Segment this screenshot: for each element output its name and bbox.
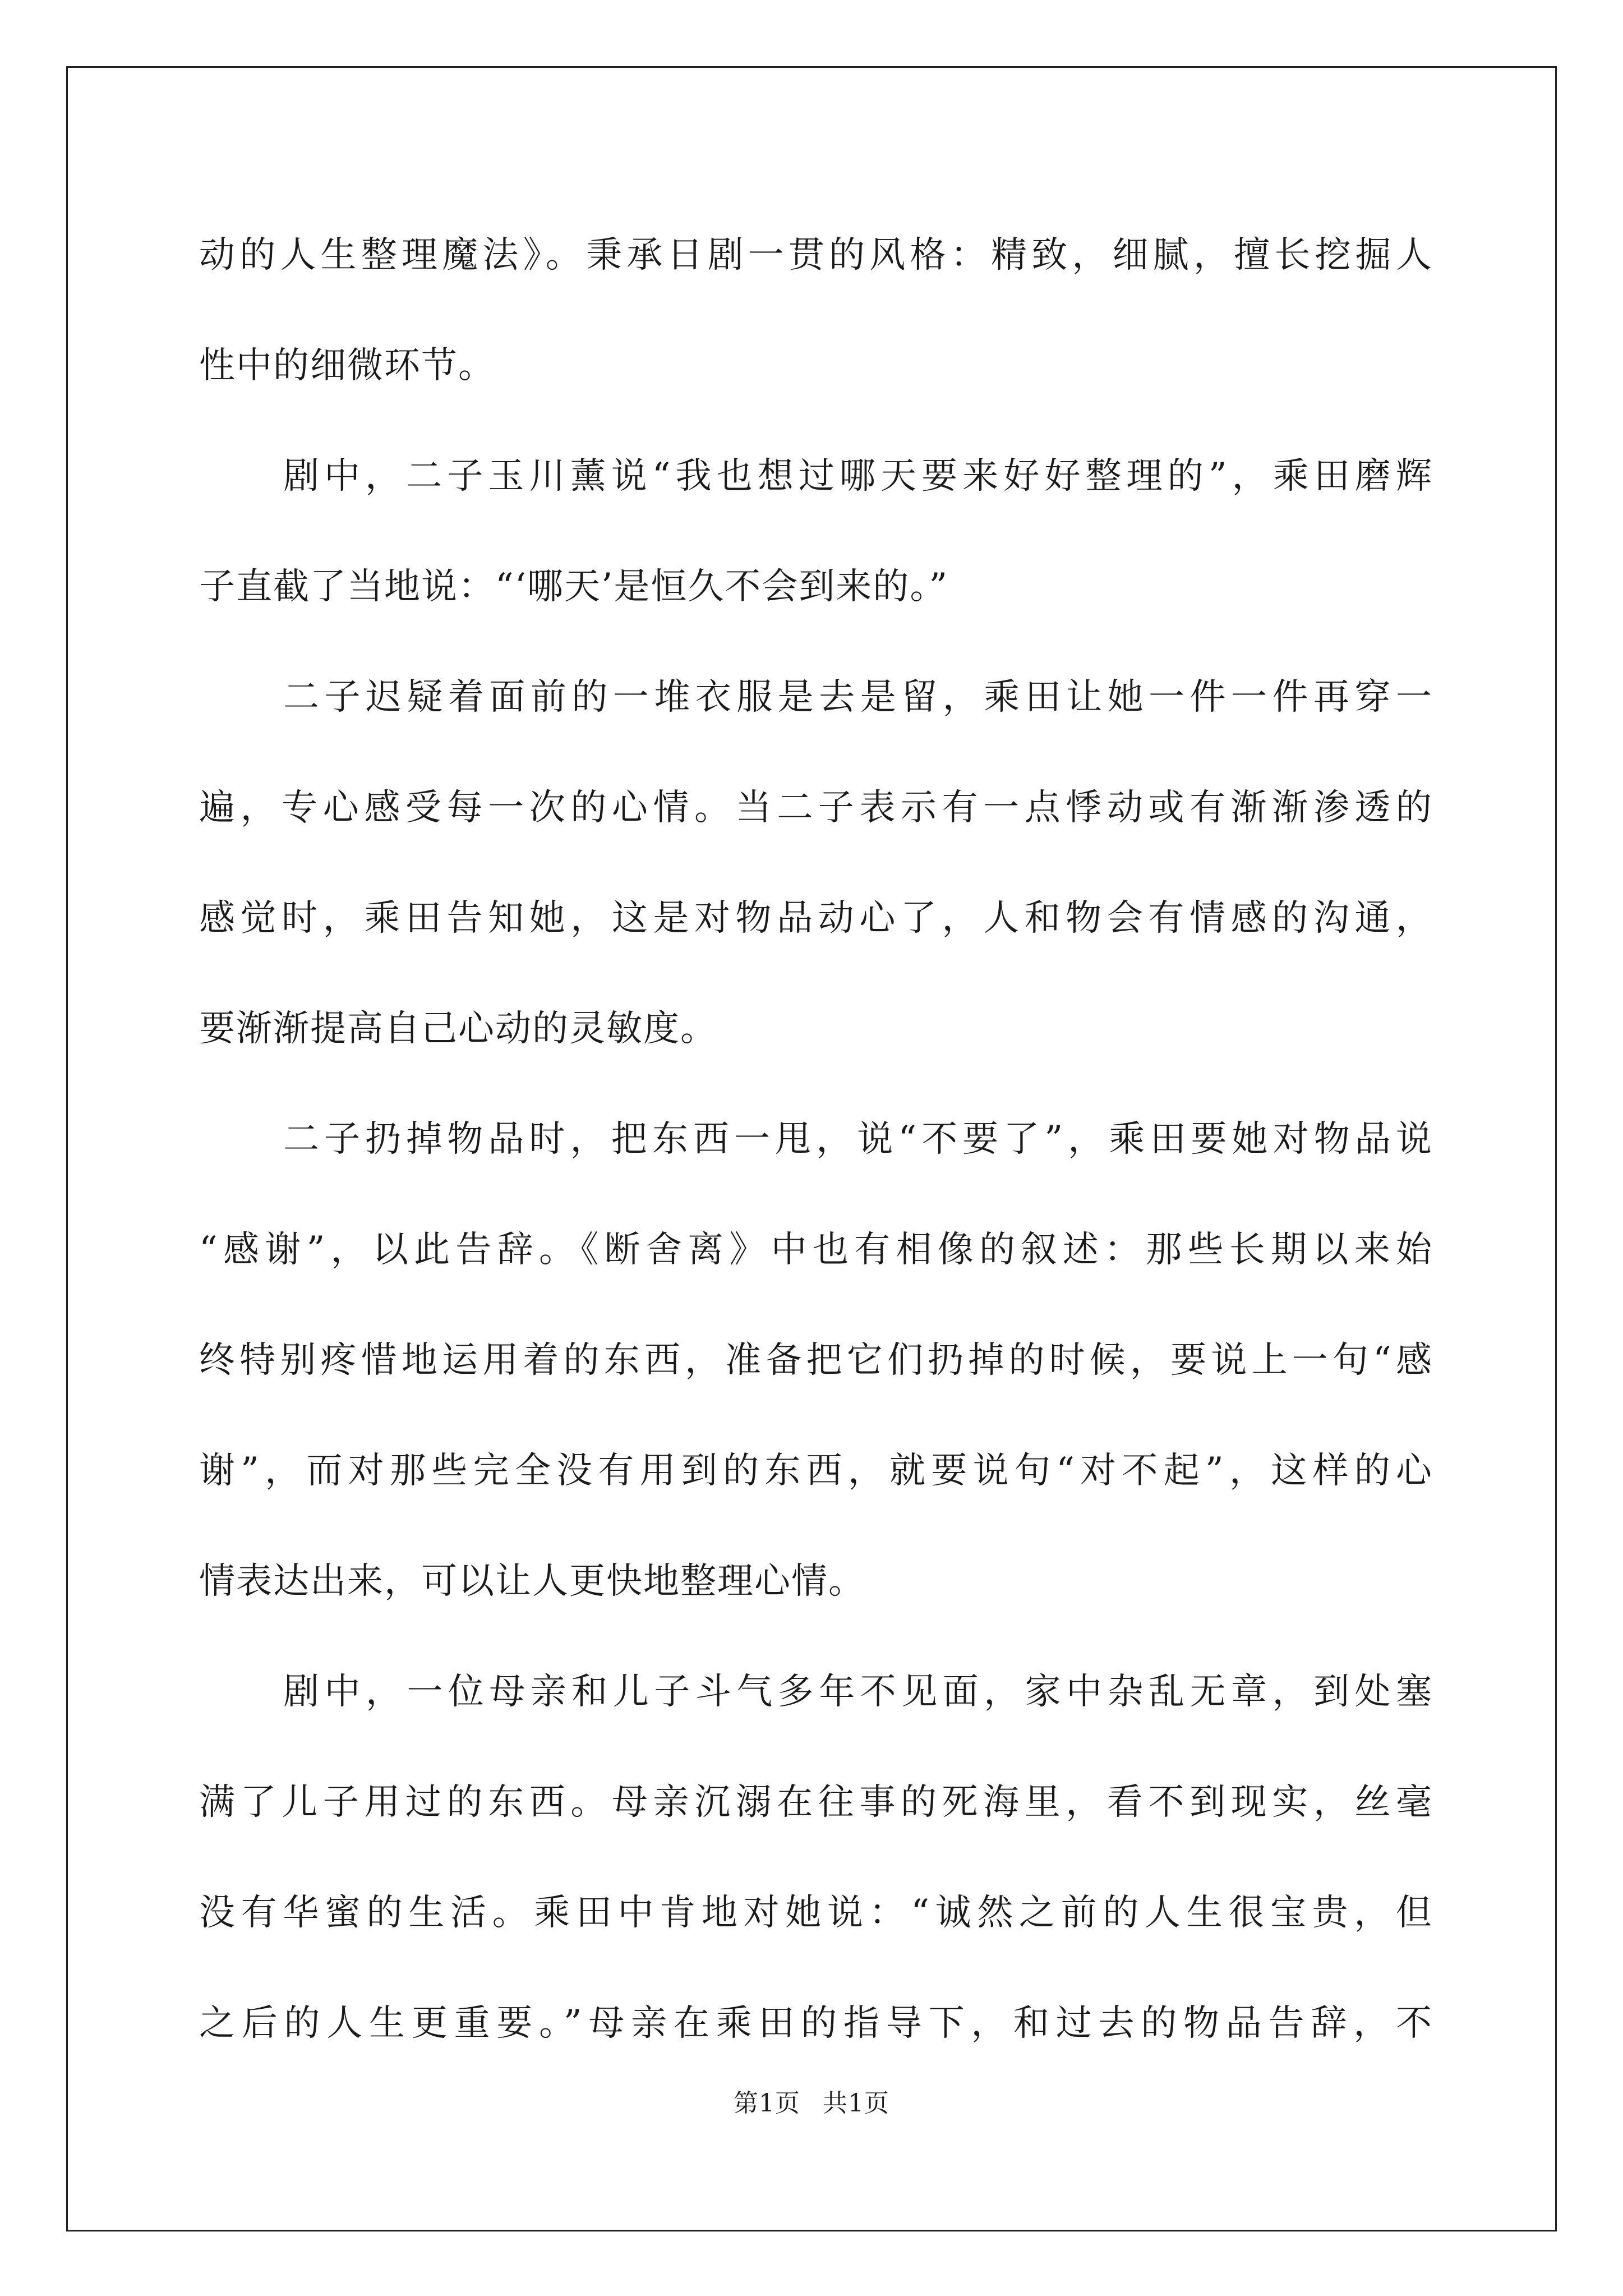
text-line: 遍，专心感受每一次的心情。当二子表示有一点悸动或有渐渐渗透的 [199, 787, 1433, 829]
text-line: 没有华蜜的生活。乘田中肯地对她说：“诚然之前的人生很宝贵，但 [199, 1892, 1433, 1934]
text-line: 动的人生整理魔法》。秉承日剧一贯的风格：精致，细腻，擅长挖掘人 [199, 234, 1433, 276]
text-line: 情表达出来，可以让人更快地整理心情。 [199, 1561, 865, 1602]
document-body [199, 213, 1433, 2092]
text-line: 子直截了当地说：“‘哪天’是恒久不会到来的。” [199, 566, 949, 608]
page-number: 第1页 [734, 2089, 800, 2118]
text-line: 性中的细微环节。 [199, 345, 495, 386]
text-line: 二子扔掉物品时，把东西一甩，说“不要了”，乘田要她对物品说 [283, 1119, 1433, 1160]
text-line: 谢”，而对那些完全没有用到的东西，就要说句“对不起”，这样的心 [199, 1450, 1433, 1492]
text-line: 剧中，一位母亲和儿子斗气多年不见面，家中杂乱无章，到处塞 [283, 1671, 1433, 1713]
text-line: “感谢”，以此告辞。《断舍离》中也有相像的叙述：那些长期以来始 [199, 1229, 1433, 1271]
text-line: 之后的人生更重要。”母亲在乘田的指导下，和过去的物品告辞，不 [199, 2003, 1433, 2044]
page-footer [0, 2087, 1623, 2120]
text-line: 终特别疼惜地运用着的东西，准备把它们扔掉的时候，要说上一句“感 [199, 1340, 1433, 1381]
page-total: 共1页 [823, 2089, 889, 2118]
text-line: 剧中，二子玉川薰说“我也想过哪天要来好好整理的”，乘田磨辉 [283, 455, 1433, 497]
text-line: 要渐渐提高自己心动的灵敏度。 [199, 1008, 717, 1050]
text-line: 满了儿子用过的东西。母亲沉溺在往事的死海里，看不到现实，丝毫 [199, 1782, 1433, 1823]
text-line: 感觉时，乘田告知她，这是对物品动心了，人和物会有情感的沟通， [199, 898, 1433, 939]
text-line: 二子迟疑着面前的一堆衣服是去是留，乘田让她一件一件再穿一 [283, 677, 1433, 718]
